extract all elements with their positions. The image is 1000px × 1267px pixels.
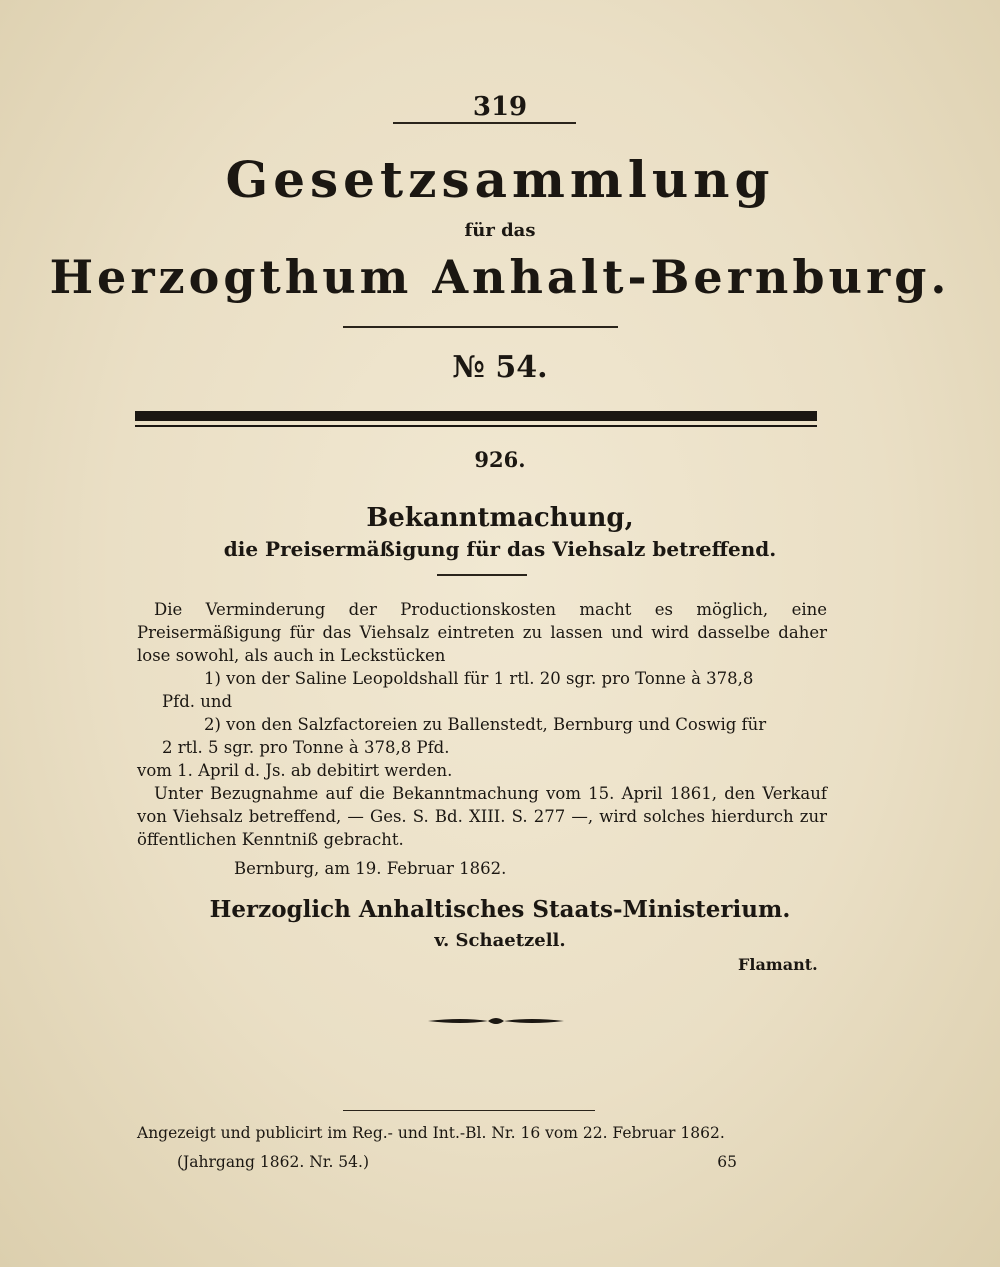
body-paragraph-intro: Die Verminderung der Productionskosten macht es möglich, eine Preisermäßigung für das Viehsalz eintreten zu lassen und wird dasselbe daher lose sowohl, als auch in Leckstücken <box>137 600 827 665</box>
closing-ornament <box>428 1014 564 1028</box>
title-connector: für das <box>464 220 536 241</box>
issue-number: № 54. <box>452 350 548 385</box>
publication-note: Angezeigt und publicirt im Reg.- und Int.-Bl. Nr. 16 vom 22. Februar 1862. <box>137 1124 725 1142</box>
list-item-2: 2) von den Salzfactoreien zu Ballenstedt, Bernburg und Coswig für <box>204 715 767 734</box>
page-number: 319 <box>472 92 528 122</box>
reference-paragraph: Unter Bezugnahme auf die Bekanntmachung vom 15. April 1861, den Verkauf von Viehsalz betreffend, — Ges. S. Bd. XIII. S. 277 —, wird solches hierdurch zur öffentlichen Kenntniß gebracht. <box>137 784 827 849</box>
effective-date-line: vom 1. April d. Js. ab debitirt werden. <box>137 761 453 780</box>
item-number: 926. <box>474 447 526 472</box>
list-item-1-cont: Pfd. und <box>162 692 233 711</box>
notice-body <box>137 598 827 880</box>
volume-note: (Jahrgang 1862. Nr. 54.) <box>177 1153 370 1171</box>
volume-line <box>177 1153 737 1171</box>
section-thick-rule <box>135 411 817 421</box>
title-rule <box>343 326 618 328</box>
signatory-1: v. Schaetzell. <box>434 930 566 951</box>
issuing-ministry: Herzoglich Anhaltisches Staats-Ministerium. <box>209 896 791 923</box>
signatory-2: Flamant. <box>738 955 818 974</box>
sheet-number: 65 <box>717 1153 737 1171</box>
title-line-1: Gesetzsammlung <box>225 150 775 209</box>
title-line-2: Herzogthum Anhalt-Bernburg. <box>49 250 951 304</box>
list-item-1: 1) von der Saline Leopoldshall für 1 rtl. 20 sgr. pro Tonne à 378,8 <box>204 669 754 688</box>
header-rule <box>393 122 576 124</box>
list-item-2-cont: 2 rtl. 5 sgr. pro Tonne à 378,8 Pfd. <box>162 738 450 757</box>
heading-rule <box>437 574 527 576</box>
place-date-line: Bernburg, am 19. Februar 1862. <box>234 859 507 878</box>
footer-rule <box>343 1110 595 1111</box>
notice-subheading: die Preisermäßigung für das Viehsalz betreffend. <box>223 537 777 561</box>
section-thin-rule <box>135 425 817 427</box>
notice-heading: Bekanntmachung, <box>366 503 634 533</box>
